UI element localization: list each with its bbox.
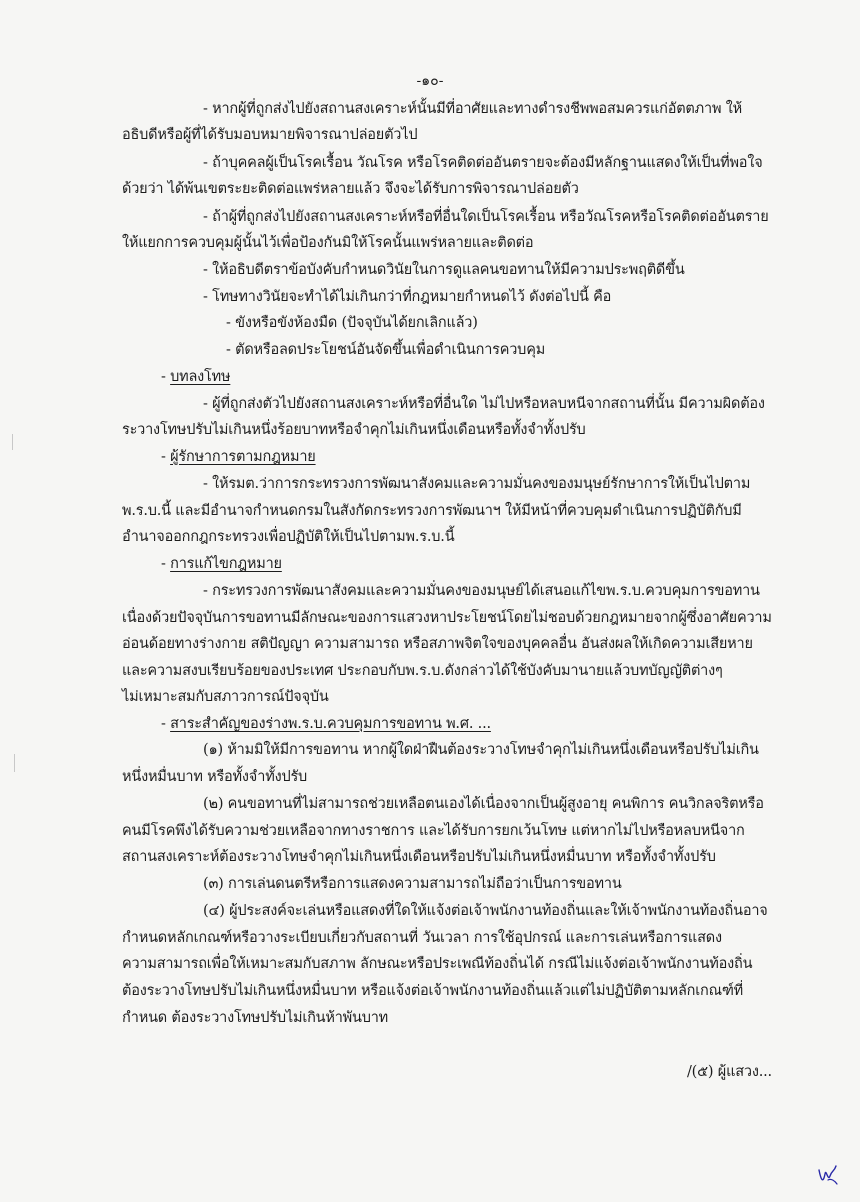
- heading-law-enforcer: ผู้รักษาการตามกฎหมาย: [170, 449, 316, 465]
- text-line: อธิบดีหรือผู้ที่ได้รับมอบหมายพิจารณาปล่อยตัวไป: [122, 127, 418, 143]
- text-line: (๒) คนขอทานที่ไม่สามารถช่วยเหลือตนเองได้เนื่องจากเป็นผู้สูงอายุ คนพิการ คนวิกลจริตหรือ: [203, 796, 764, 812]
- text-line: - ให้รมต.ว่าการกระทรวงการพัฒนาสังคมและความมั่นคงของมนุษย์รักษาการให้เป็นไปตาม: [203, 476, 751, 492]
- heading-penalties: บทลงโทษ: [170, 369, 231, 385]
- heading-bullet: -: [161, 556, 171, 572]
- heading-draft-summary: สาระสำคัญของร่างพ.ร.บ.ควบคุมการขอทาน พ.ศ. ...: [170, 716, 491, 732]
- heading-law-amendment: การแก้ไขกฎหมาย: [170, 556, 282, 572]
- text-line: ระวางโทษปรับไม่เกินหนึ่งร้อยบาทหรือจำคุกไม่เกินหนึ่งเดือนหรือทั้งจำทั้งปรับ: [122, 422, 586, 438]
- heading-bullet: -: [161, 716, 171, 732]
- text-line: (๑) ห้ามมิให้มีการขอทาน หากผู้ใดฝ่าฝืนต้องระวางโทษจำคุกไม่เกินหนึ่งเดือนหรือปรับไม่เกิน: [203, 742, 759, 758]
- text-line: กำหนดหลักเกณฑ์หรือวางระเบียบเกี่ยวกับสถานที่ วันเวลา การใช้อุปกรณ์ และการเล่นหรือการแสดง: [122, 930, 722, 946]
- section-heading: [161, 714, 491, 734]
- text-line: ต้องระวางโทษปรับไม่เกินหนึ่งหมื่นบาท หรือแจ้งต่อเจ้าพนักงานท้องถิ่นแล้วแต่ไม่ปฏิบัติตามหลักเกณฑ์ที่: [122, 983, 744, 999]
- text-line: สถานสงเคราะห์ต้องระวางโทษจำคุกไม่เกินหนึ่งเดือนหรือปรับไม่เกินหนึ่งหมื่นบาท หรือทั้งจำทั้งปรับ: [122, 849, 716, 865]
- text-line: พ.ร.บ.นี้ และมีอำนาจกำหนดกรมในสังกัดกระทรวงการพัฒนาฯ ให้มีหน้าที่ควบคุมดำเนินการปฏิบัติกับมี: [122, 503, 742, 519]
- scan-margin-mark: [14, 754, 15, 772]
- text-line: หนึ่งหมื่นบาท หรือทั้งจำทั้งปรับ: [122, 769, 308, 785]
- text-line: - ให้อธิบดีตราข้อบังคับกำหนดวินัยในการดูแลคนขอทานให้มีความประพฤติดีขึ้น: [203, 262, 685, 278]
- text-line: - หากผู้ที่ถูกส่งไปยังสถานสงเคราะห์นั้นมีที่อาศัยและทางดำรงชีพพอสมควรแก่อัตตภาพ ให้: [203, 101, 742, 117]
- text-line: อำนาจออกกฎกระทรวงเพื่อปฏิบัติให้เป็นไปตามพ.ร.บ.นี้: [122, 529, 455, 545]
- text-line: - ถ้าผู้ที่ถูกส่งไปยังสถานสงเคราะห์หรือที่อื่นใดเป็นโรคเรื้อน หรือวัณโรคหรือโรคติดต่ออันตราย: [203, 209, 769, 225]
- text-line: และความสงบเรียบร้อยของประเทศ ประกอบกับพ.ร.บ.ดังกล่าวได้ใช้บังคับมานายแล้วบทบัญญัติต่างๆ: [122, 663, 723, 679]
- text-line: - ตัดหรือลดประโยชน์อันจัดขึ้นเพื่อดำเนินการควบคุม: [226, 342, 546, 358]
- text-line: ให้แยกการควบคุมผู้นั้นไว้เพื่อป้องกันมิให้โรคนั้นแพร่หลายและติดต่อ: [122, 235, 534, 251]
- text-line: คนมีโรคพึงได้รับความช่วยเหลือจากทางราชการ และได้รับการยกเว้นโทษ แต่หากไม่ไปหรือหลบหนีจาก: [122, 823, 745, 839]
- section-heading: [161, 447, 316, 467]
- section-heading: [161, 367, 230, 387]
- text-line: - ถ้าบุคคลผู้เป็นโรคเรื้อน วัณโรค หรือโรคติดต่ออันตรายจะต้องมีหลักฐานแสดงให้เป็นที่พอใจ: [203, 155, 763, 171]
- text-line: เนื่องด้วยปัจจุบันการขอทานมีลักษณะของการแสวงหาประโยชน์โดยไม่ชอบด้วยกฎหมายจากผู้ซึ่งอาศัยความ: [122, 610, 772, 626]
- text-line: ความสามารถเพื่อให้เหมาะสมกับสภาพ ลักษณะหรือประเพณีท้องถิ่นได้ กรณีไม่แจ้งต่อเจ้าพนักงานท้องถิ่น: [122, 956, 753, 972]
- text-line: อ่อนด้อยทางร่างกาย สติปัญญา ความสามารถ หรือสภาพจิตใจของบุคคลอื่น อันส่งผลให้เกิดความเสียหาย: [122, 636, 753, 652]
- text-line: (๓) การเล่นดนตรีหรือการแสดงความสามารถไม่ถือว่าเป็นการขอทาน: [203, 876, 622, 892]
- heading-bullet: -: [161, 449, 171, 465]
- heading-bullet: -: [161, 369, 171, 385]
- text-line: - ขังหรือขังห้องมืด (ปัจจุบันได้ยกเลิกแล้ว): [226, 315, 478, 331]
- text-line: ไม่เหมาะสมกับสภาวการณ์ปัจจุบัน: [122, 689, 329, 705]
- text-line: - ผู้ที่ถูกส่งตัวไปยังสถานสงเคราะห์หรือที่อื่นใด ไม่ไปหรือหลบหนีจากสถานที่นั้น มีความผิดต้อง: [203, 396, 765, 412]
- continuation-note: /(๕) ผู้แสวง...: [687, 1064, 772, 1080]
- handwritten-initial: [816, 1162, 840, 1188]
- section-heading: [161, 554, 282, 574]
- text-line: ด้วยว่า ได้พ้นเขตระยะติดต่อแพร่หลายแล้ว จึงจะได้รับการพิจารณาปล่อยตัว: [122, 181, 579, 197]
- page-number: -๑๐-: [416, 73, 444, 89]
- text-line: กำหนด ต้องระวางโทษปรับไม่เกินห้าพันบาท: [122, 1010, 389, 1026]
- text-line: - กระทรวงการพัฒนาสังคมและความมั่นคงของมนุษย์ได้เสนอแก้ไขพ.ร.บ.ควบคุมการขอทาน: [203, 583, 760, 599]
- text-line: (๔) ผู้ประสงค์จะเล่นหรือแสดงที่ใดให้แจ้งต่อเจ้าพนักงานท้องถิ่นและให้เจ้าพนักงานท้องถิ่นอาจ: [203, 903, 768, 919]
- text-line: - โทษทางวินัยจะทำได้ไม่เกินกว่าที่กฎหมายกำหนดไว้ ดังต่อไปนี้ คือ: [203, 289, 612, 305]
- scan-margin-mark: [12, 434, 13, 450]
